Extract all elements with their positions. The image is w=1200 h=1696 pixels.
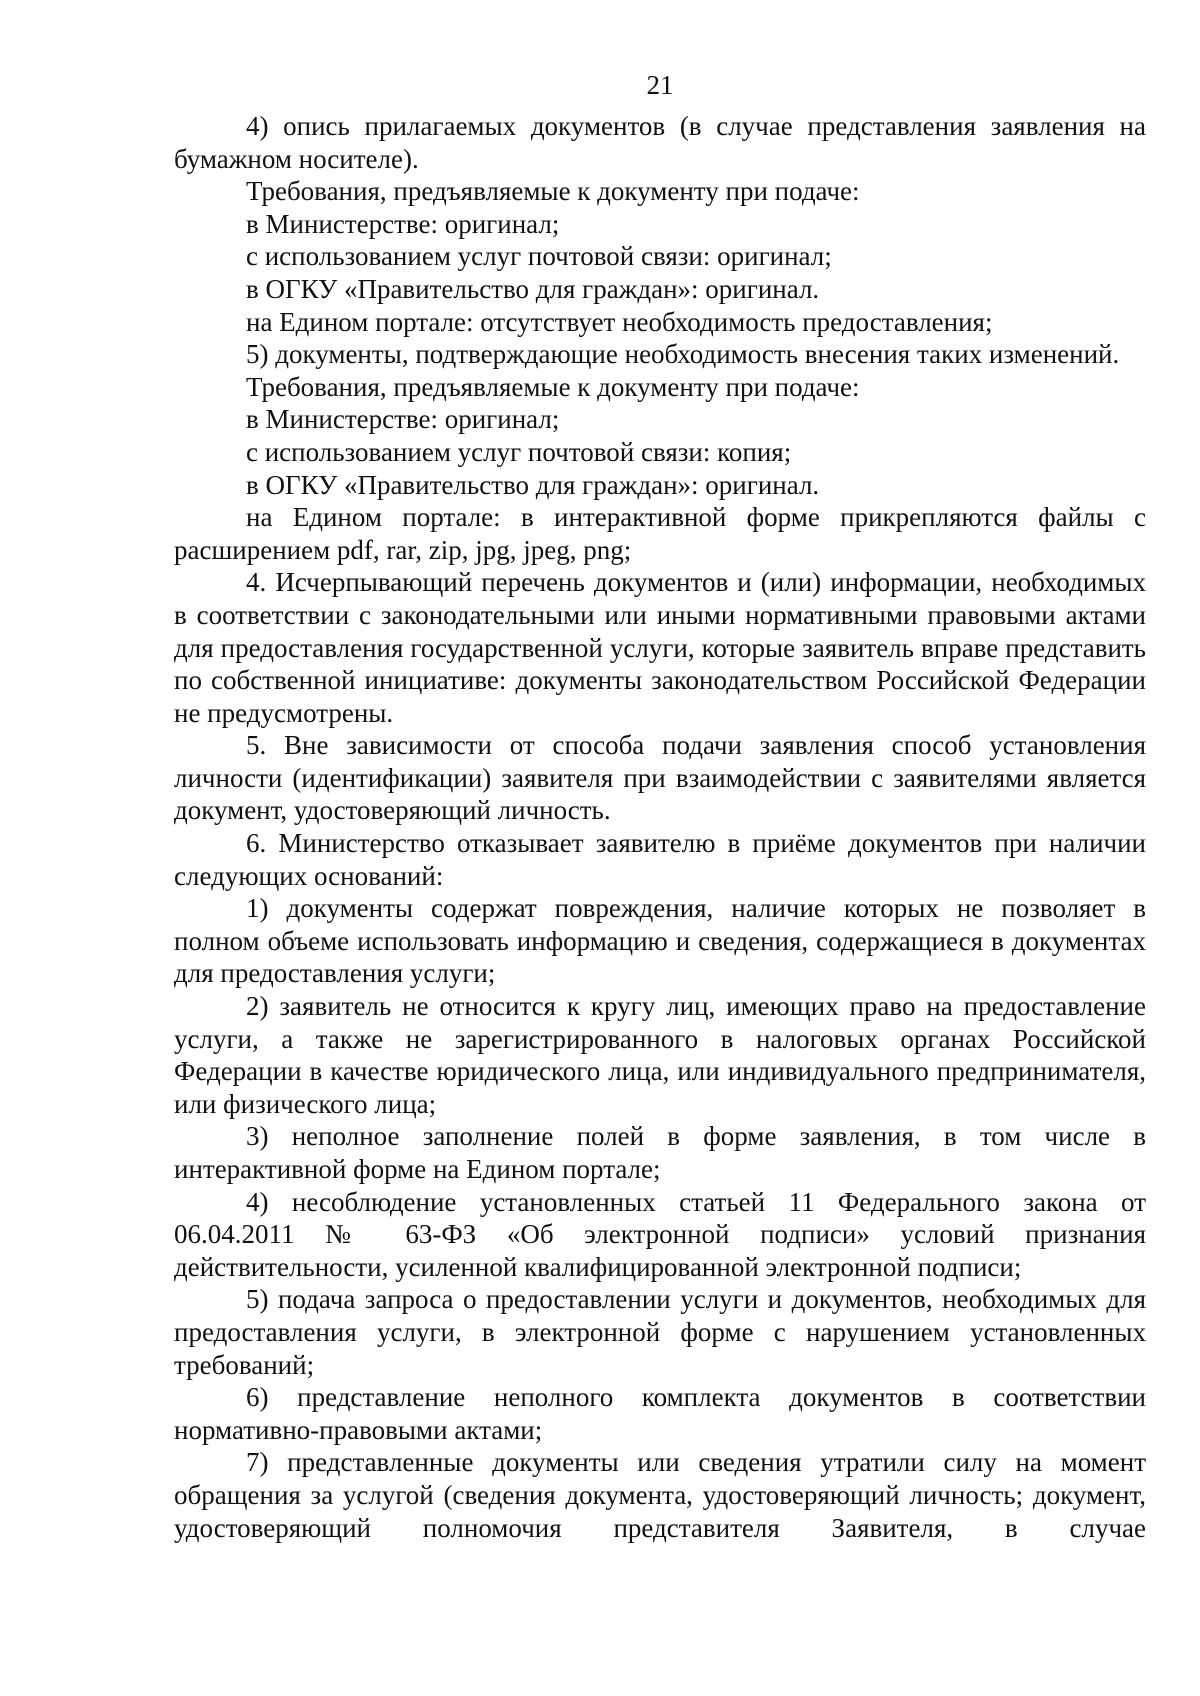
- paragraph-section-5-identification: 5. Вне зависимости от способа подачи заявления способ установления личности (идентификации) заявителя при взаимодействии с заявителями является документ, удостоверяющий личность.: [174, 730, 1146, 826]
- paragraph-postal-original: с использованием услуг почтовой связи: оригинал;: [246, 241, 832, 272]
- paragraph-ministry-original: в Министерстве: оригинал;: [246, 208, 560, 239]
- paragraph-ground-6-incomplete-set: 6) представление неполного комплекта документов в соответствии нормативно-правовыми актами;: [174, 1382, 1146, 1445]
- paragraph-ground-4-signature: 4) несоблюдение установленных статьей 11 Федерального закона от 06.04.2011 № 63-ФЗ «Об электронной подписи» условий признания действительности, усиленной квалифицированной электронной подписи;: [174, 1186, 1146, 1282]
- paragraph-ministry-original-2: в Министерстве: оригинал;: [246, 404, 560, 435]
- document-page: [174, 68, 1146, 1544]
- paragraph-portal-file-formats: на Едином портале: в интерактивной форме прикрепляются файлы с расширением pdf, rar, zip, jpg, jpeg, png;: [174, 502, 1146, 565]
- paragraph-requirements-heading: Требования, предъявляемые к документу при подаче:: [246, 176, 860, 207]
- paragraph-supporting-documents: 5) документы, подтверждающие необходимость внесения таких изменений.: [246, 339, 1120, 370]
- paragraph-postal-copy: с использованием услуг почтовой связи: копия;: [246, 436, 792, 467]
- paragraph-ogku-original: в ОГКУ «Правительство для граждан»: оригинал.: [246, 273, 820, 304]
- paragraph-ground-5-electronic-request: 5) подача запроса о предоставлении услуги и документов, необходимых для предоставления услуги, в электронной форме с нарушением установленных требований;: [174, 1284, 1146, 1380]
- paragraph-ground-3-incomplete-form: 3) неполное заполнение полей в форме заявления, в том числе в интерактивной форме на Едином портале;: [174, 1121, 1146, 1184]
- paragraph-ogku-original-2: в ОГКУ «Правительство для граждан»: оригинал.: [246, 469, 820, 500]
- paragraph-section-4-exhaustive-list: 4. Исчерпывающий перечень документов и (или) информации, необходимых в соответствии с законодательными или иными нормативными правовыми актами для предоставления государственной услуги, которые заявитель вправе представить по собственной инициативе: документы законодательством Российской Федерации не предусмотрены.: [174, 567, 1146, 728]
- paragraph-ground-7-expired-documents: 7) представленные документы или сведения утратили силу на момент обращения за услугой (сведения документа, удостоверяющий личность; документ, удостоверяющий полномочия представителя Заявителя, в случае: [174, 1447, 1146, 1543]
- paragraph-requirements-heading-2: Требования, предъявляемые к документу при подаче:: [246, 371, 860, 402]
- paragraph-inventory-of-documents: 4) опись прилагаемых документов (в случае представления заявления на бумажном носителе).: [174, 111, 1146, 174]
- paragraph-ground-1-damaged-documents: 1) документы содержат повреждения, наличие которых не позволяет в полном объеме использовать информацию и сведения, содержащиеся в документах для предоставления услуги;: [174, 893, 1146, 989]
- paragraph-section-6-refusal-grounds: 6. Министерство отказывает заявителю в приёме документов при наличии следующих оснований:: [174, 828, 1146, 891]
- paragraph-ground-2-not-eligible: 2) заявитель не относится к кругу лиц, имеющих право на предоставление услуги, а также не зарегистрированного в налоговых органах Российской Федерации в качестве юридического лица, или индивидуального предпринимателя, или физического лица;: [174, 991, 1146, 1119]
- page-number: 21: [646, 70, 674, 100]
- paragraph-portal-not-required: на Едином портале: отсутствует необходимость предоставления;: [246, 306, 993, 337]
